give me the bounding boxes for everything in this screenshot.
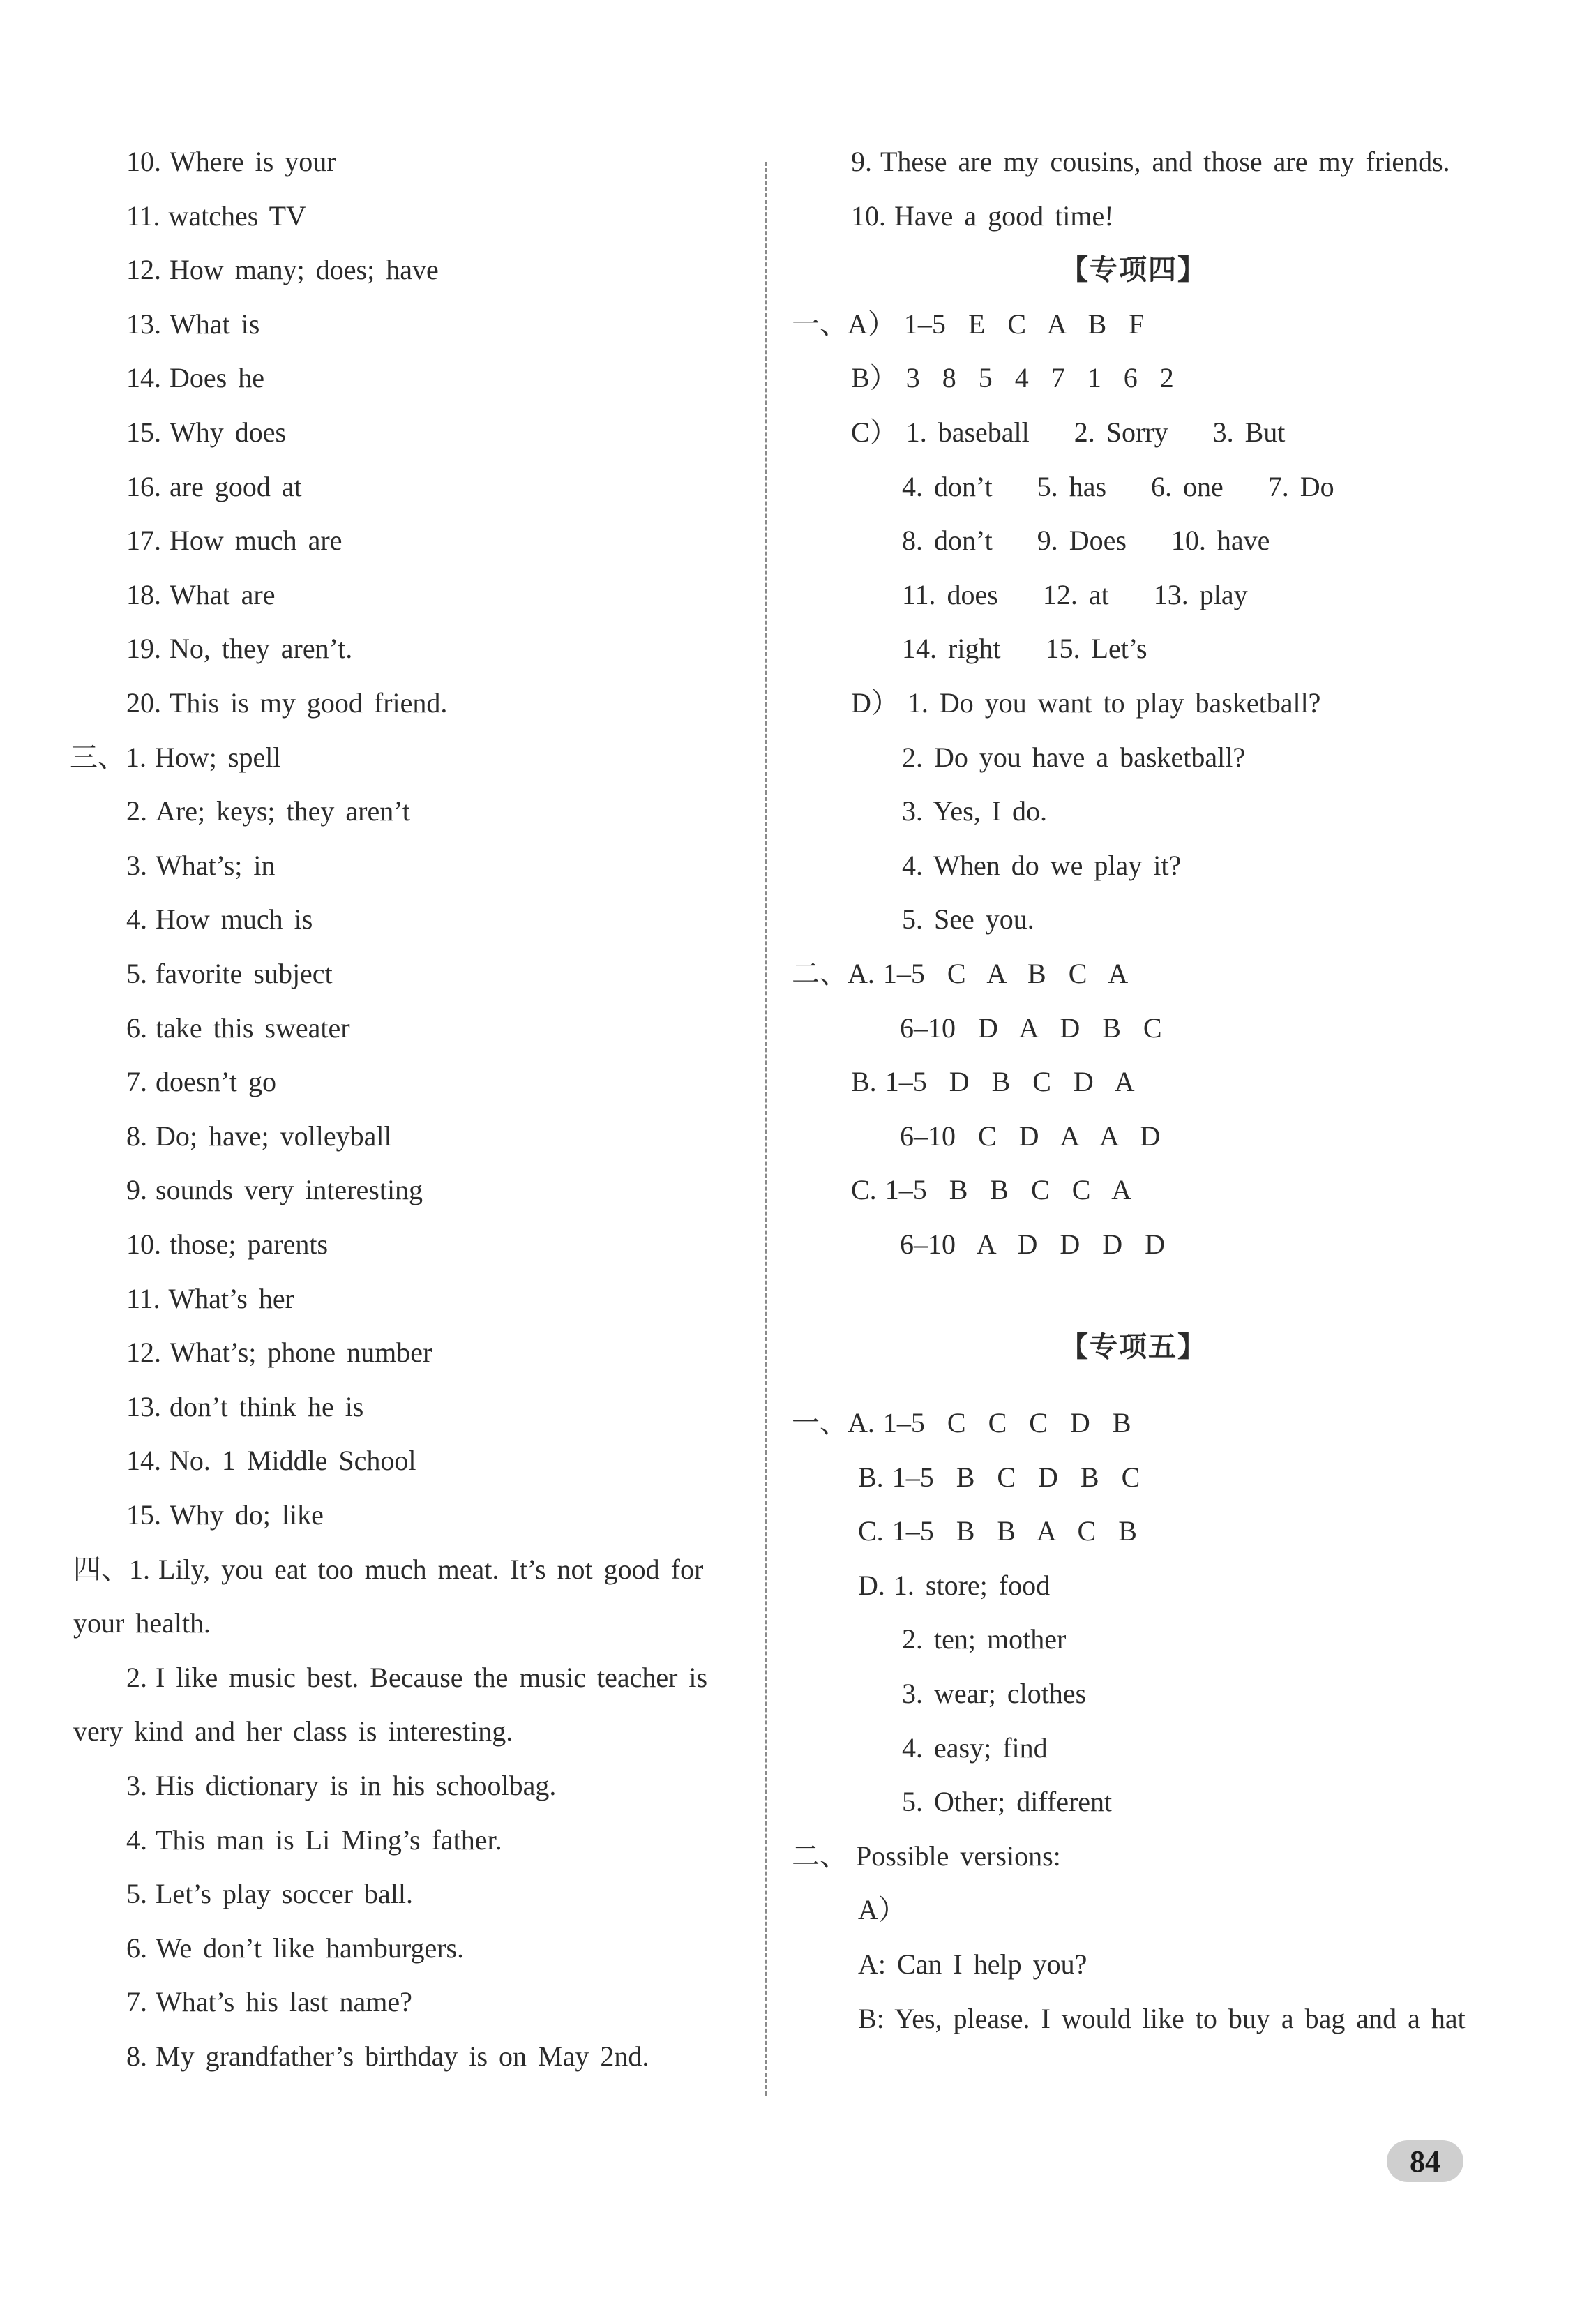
right-answer-line-10 [851, 684, 1320, 723]
answer-text: Let’s play soccer ball. [156, 1878, 413, 1910]
answer-text: Where is your [170, 146, 336, 177]
answer-text: What’s his last name? [156, 1986, 412, 2018]
left-answer-line-25 [126, 1496, 324, 1535]
item-label: 15. [126, 416, 161, 448]
left-answer-line-34 [126, 1983, 412, 2022]
right-section-heading-2 [1060, 250, 1207, 290]
answer-text: 1–5 C A B C A [882, 958, 1129, 989]
item-label: B. [858, 1461, 884, 1493]
answer-text: How; spell [155, 741, 281, 773]
right-answer-line-24 [858, 1512, 1137, 1551]
answer-text: Do; have; volleyball [156, 1120, 392, 1152]
page-number: 84 [1387, 2140, 1463, 2182]
right-answer-line-31 [858, 1891, 906, 1930]
answer-text: 1. baseball 2. Sorry 3. But [905, 416, 1286, 448]
answer-text: 2. ten; mother [902, 1623, 1067, 1655]
answer-text: are good at [170, 470, 302, 502]
item-label: C. [858, 1515, 884, 1547]
right-answer-line-19 [851, 1171, 1131, 1210]
left-answer-line-6 [126, 467, 302, 506]
answer-text: 4. easy; find [902, 1731, 1048, 1764]
item-label: 14. [126, 362, 161, 394]
left-answer-line-35 [126, 2037, 649, 2076]
item-label: D. [858, 1569, 885, 1601]
answer-text: B: Yes, please. I would like to buy a bag and a hat [858, 2002, 1466, 2034]
right-answer-line-4 [851, 359, 1174, 398]
answer-text: 2. Do you have a basketball? [902, 741, 1246, 773]
answer-text: 5. See you. [902, 903, 1034, 935]
left-answer-line-1 [126, 197, 306, 236]
right-answer-line-3 [792, 305, 1144, 344]
item-label: B） [851, 362, 898, 394]
right-answer-line-8 [902, 576, 1248, 615]
item-label: 8. [126, 2040, 147, 2072]
item-label: 14. [126, 1445, 161, 1477]
item-label: 一、A. [792, 1407, 875, 1439]
answer-text: 6–10 C D A A D [900, 1120, 1161, 1152]
item-label: 一、A） [792, 308, 896, 340]
answer-text: 6–10 D A D B C [900, 1012, 1162, 1044]
item-label: 二、 [792, 1840, 848, 1872]
left-answer-line-9 [126, 629, 352, 668]
answer-text: No, they aren’t. [170, 633, 353, 665]
item-label: 16. [126, 470, 161, 502]
left-answer-line-10 [126, 684, 447, 723]
item-label: 三、1. [70, 741, 146, 773]
answer-text: 4. don’t 5. has 6. one 7. Do [902, 470, 1334, 502]
answer-text: His dictionary is in his schoolbag. [156, 1770, 557, 1801]
right-answer-line-22 [792, 1404, 1131, 1443]
item-label: 6. [126, 1932, 147, 1964]
item-label: 17. [126, 525, 161, 557]
answer-text: very kind and her class is interesting. [73, 1715, 513, 1747]
answer-text: 1–5 C C C D B [882, 1407, 1131, 1439]
answer-text: A: Can I help you? [858, 1948, 1087, 1980]
right-answer-line-32 [858, 1945, 1087, 1984]
answer-text: This is my good friend. [170, 687, 448, 719]
answer-text: What is [170, 308, 260, 340]
item-label: 5. [126, 1878, 147, 1910]
left-answer-line-7 [126, 521, 342, 560]
answer-text: doesn’t go [156, 1066, 277, 1098]
answer-text: favorite subject [156, 958, 333, 989]
answer-text: Possible versions: [856, 1840, 1061, 1872]
right-answer-line-16 [900, 1009, 1162, 1048]
answer-text: My grandfather’s birthday is on May 2nd. [156, 2040, 649, 2072]
item-label: 5. [126, 958, 147, 989]
answer-text: take this sweater [156, 1012, 350, 1044]
answer-text: Why do; like [170, 1499, 324, 1531]
right-answer-line-9 [902, 629, 1147, 668]
item-label: 15. [126, 1499, 161, 1531]
right-answer-line-29 [902, 1782, 1112, 1821]
answer-text: Lily, you eat too much meat. It’s not good for [158, 1553, 704, 1585]
item-label: 7. [126, 1066, 147, 1098]
item-label: 二、A. [792, 958, 875, 989]
item-label: 四、1. [73, 1553, 150, 1585]
left-answer-line-15 [126, 954, 333, 993]
answer-text: How many; does; have [170, 254, 439, 286]
answer-text: watches TV [168, 200, 306, 232]
left-answer-line-32 [126, 1874, 413, 1914]
right-answer-line-11 [902, 738, 1245, 777]
item-label: B. [851, 1066, 877, 1098]
right-answer-line-28 [902, 1729, 1048, 1768]
left-answer-line-23 [126, 1388, 363, 1427]
column-divider [765, 162, 767, 2096]
left-answer-line-3 [126, 305, 259, 344]
item-label: 8. [126, 1120, 147, 1152]
left-answer-line-16 [126, 1009, 350, 1048]
left-answer-line-33 [126, 1929, 464, 1968]
answer-text: those; parents [170, 1228, 329, 1260]
left-answer-line-5 [126, 413, 286, 452]
answer-text: 1. Do you want to play basketball? [907, 687, 1321, 719]
answer-text: 3 8 5 4 7 1 6 2 [905, 362, 1174, 394]
item-label: 4. [126, 1824, 147, 1856]
answer-text: A） [858, 1894, 906, 1926]
right-answer-line-7 [902, 521, 1270, 560]
right-answer-line-30 [792, 1837, 1061, 1876]
item-label: 2. [126, 1661, 147, 1693]
left-answer-line-27 [73, 1604, 211, 1643]
answer-text: Have a good time! [894, 200, 1114, 232]
item-label: 7. [126, 1986, 147, 2018]
item-label: C. [851, 1174, 877, 1206]
answer-text: What’s; phone number [170, 1337, 432, 1369]
left-answer-line-12 [126, 792, 410, 831]
answer-text: 1–5 B C D B C [891, 1461, 1140, 1493]
left-answer-line-11 [70, 738, 280, 777]
answer-text: What’s; in [156, 849, 276, 881]
heading-text: 【专项五】 [1060, 1331, 1207, 1364]
answer-text: 3. Yes, I do. [902, 795, 1048, 827]
answer-text: 14. right 15. Let’s [902, 633, 1147, 665]
left-answer-line-19 [126, 1171, 423, 1210]
item-label: 9. [126, 1174, 147, 1206]
item-label: 3. [126, 849, 147, 881]
answer-text: 6–10 A D D D D [900, 1228, 1166, 1260]
answer-text: 8. don’t 9. Does 10. have [902, 525, 1270, 557]
left-answer-line-4 [126, 359, 264, 398]
item-label: 18. [126, 578, 161, 610]
answer-text: These are my cousins, and those are my friends. [880, 146, 1450, 177]
left-answer-line-2 [126, 250, 439, 290]
answer-text: sounds very interesting [156, 1174, 423, 1206]
answer-text: your health. [73, 1607, 211, 1639]
right-answer-line-18 [900, 1117, 1160, 1156]
item-label: 3. [126, 1770, 147, 1801]
left-answer-line-31 [126, 1821, 502, 1860]
right-answer-line-1 [851, 197, 1114, 236]
answer-text: 11. does 12. at 13. play [902, 578, 1248, 610]
answer-text: Why does [170, 416, 287, 448]
right-answer-line-20 [900, 1225, 1165, 1264]
left-answer-line-8 [126, 576, 275, 615]
answer-text: How much is [156, 903, 313, 935]
answer-text: Are; keys; they aren’t [156, 795, 410, 827]
answer-text: 1–5 D B C D A [884, 1066, 1135, 1098]
left-answer-line-14 [126, 900, 313, 939]
left-answer-line-22 [126, 1333, 432, 1372]
answer-text: 1–5 B B A C B [891, 1515, 1137, 1547]
right-answer-line-6 [902, 467, 1334, 506]
item-label: 2. [126, 795, 147, 827]
right-answer-line-23 [858, 1458, 1140, 1497]
right-answer-line-5 [851, 413, 1285, 452]
item-label: 10. [851, 200, 886, 232]
right-answer-line-33 [858, 1999, 1466, 2038]
right-answer-line-15 [792, 954, 1128, 993]
left-answer-line-13 [126, 846, 276, 885]
left-answer-line-21 [126, 1279, 294, 1318]
answer-text: 5. Other; different [902, 1786, 1113, 1818]
right-answer-line-0 [851, 142, 1450, 181]
left-answer-line-28 [126, 1658, 707, 1697]
answer-text: No. 1 Middle School [170, 1445, 416, 1477]
answer-text: don’t think he is [170, 1390, 364, 1422]
item-label: 10. [126, 1228, 161, 1260]
heading-text: 【专项四】 [1060, 254, 1207, 287]
item-label: 12. [126, 254, 161, 286]
item-label: 10. [126, 146, 161, 177]
answer-text: 3. wear; clothes [902, 1678, 1087, 1710]
answer-text: 4. When do we play it? [902, 849, 1182, 881]
right-section-heading-21 [1060, 1328, 1207, 1367]
answer-text: How much are [170, 525, 342, 557]
answer-text: 1–5 E C A B F [903, 308, 1145, 340]
right-answer-line-26 [902, 1620, 1066, 1659]
right-answer-line-12 [902, 792, 1047, 831]
item-label: D） [851, 687, 899, 719]
answer-text: What are [170, 578, 276, 610]
right-answer-line-14 [902, 900, 1034, 939]
item-label: 19. [126, 633, 161, 665]
item-label: 11. [126, 200, 160, 232]
item-label: C） [851, 416, 898, 448]
right-answer-line-27 [902, 1674, 1086, 1713]
answer-text: 1–5 B B C C A [884, 1174, 1132, 1206]
item-label: 11. [126, 1282, 160, 1314]
right-answer-line-17 [851, 1062, 1135, 1102]
item-label: 6. [126, 1012, 147, 1044]
item-label: 12. [126, 1337, 161, 1369]
left-answer-line-30 [126, 1766, 556, 1805]
left-answer-line-17 [126, 1062, 276, 1102]
item-label: 4. [126, 903, 147, 935]
right-answer-line-25 [858, 1566, 1050, 1605]
answer-text: 1. store; food [893, 1569, 1051, 1601]
left-answer-line-29 [73, 1712, 513, 1751]
left-answer-line-18 [126, 1117, 392, 1156]
answer-text: What’s her [168, 1282, 294, 1314]
item-label: 13. [126, 308, 161, 340]
item-label: 20. [126, 687, 161, 719]
answer-text: This man is Li Ming’s father. [156, 1824, 502, 1856]
answer-text: I like music best. Because the music teacher is [156, 1661, 708, 1693]
answer-text: We don’t like hamburgers. [156, 1932, 465, 1964]
right-answer-line-13 [902, 846, 1181, 885]
left-answer-line-24 [126, 1441, 416, 1480]
item-label: 13. [126, 1390, 161, 1422]
left-answer-line-26 [73, 1550, 703, 1589]
answer-text: Does he [170, 362, 264, 394]
left-answer-line-20 [126, 1225, 328, 1264]
item-label: 9. [851, 146, 872, 177]
left-answer-line-0 [126, 142, 336, 181]
